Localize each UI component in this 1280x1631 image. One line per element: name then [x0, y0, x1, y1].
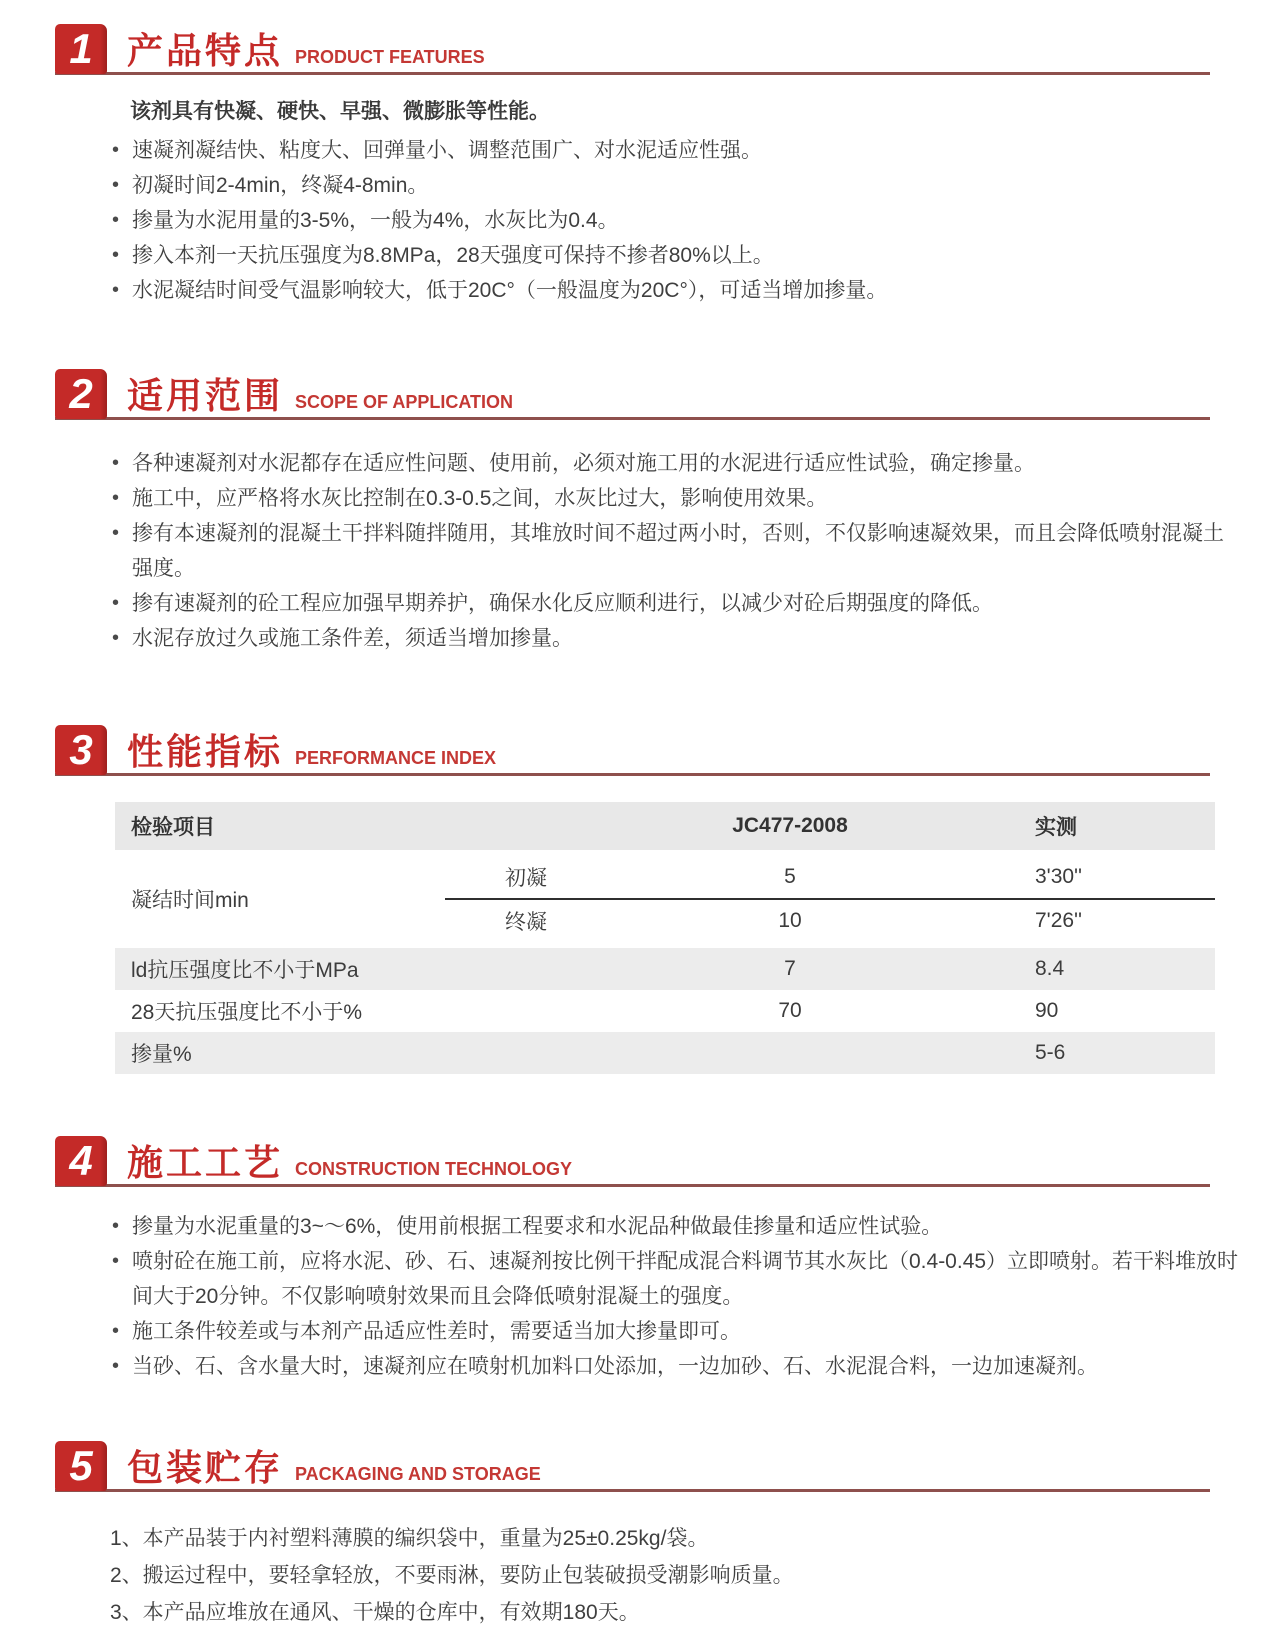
section-title-cn: 性能指标: [127, 731, 284, 772]
section-header: [55, 20, 1210, 75]
section-number-badge: 2: [55, 369, 107, 419]
bullet-item: • 施工中，应严格将水灰比控制在0.3-0.5之间，水灰比过大，影响使用效果。: [110, 481, 1240, 516]
col-header-measured: 实测: [915, 802, 1215, 850]
section-title-cn: 产品特点: [127, 30, 284, 71]
row-label: 28天抗压强度比不小于%: [131, 1001, 363, 1024]
table-row: [115, 1032, 1215, 1074]
standard-value: 5: [665, 856, 915, 899]
section-title-en: PERFORMANCE INDEX: [295, 748, 497, 768]
features-intro: 该剂具有快凝、硬快、早强、微膨胀等性能。: [130, 100, 550, 123]
section-header: [55, 1132, 1210, 1187]
bullet-item: • 当砂、石、含水量大时，速凝剂应在喷射机加料口处添加，一边加砂、石、水泥混合料，一边加速凝剂。: [110, 1349, 1240, 1384]
section-title-en: PACKAGING AND STORAGE: [295, 1464, 541, 1484]
section-number-badge: 3: [55, 725, 107, 775]
table-row: [115, 856, 1215, 899]
bullet-item: • 掺有本速凝剂的混凝土干拌料随拌随用，其堆放时间不超过两小时，否则，不仅影响速凝效果，而且会降低喷射混凝土强度。: [110, 516, 1240, 586]
table-header-row: [115, 802, 1215, 850]
section-product-features: [55, 20, 1240, 308]
section-title-en: SCOPE OF APPLICATION: [295, 392, 514, 412]
section-title-cn: 包装贮存: [127, 1447, 284, 1488]
col-header-standard: JC477-2008: [665, 802, 915, 850]
standard-value: 7: [665, 948, 915, 990]
scope-list: [55, 446, 1240, 656]
bullet-item: • 掺量为水泥用量的3-5%，一般为4%，水灰比为0.4。: [110, 203, 1240, 238]
packaging-list: [55, 1520, 1240, 1631]
section-title-cn: 适用范围: [127, 375, 284, 416]
section-number-badge: 4: [55, 1136, 107, 1186]
numbered-item: 2、搬运过程中，要轻拿轻放，不要雨淋，要防止包装破损受潮影响质量。: [110, 1564, 794, 1587]
bullet-item: • 水泥存放过久或施工条件差，须适当增加掺量。: [110, 621, 1240, 656]
bullet-item: • 掺入本剂一天抗压强度为8.8MPa，28天强度可保持不掺者80%以上。: [110, 238, 1240, 273]
row-label: ld抗压强度比不小于MPa: [115, 948, 445, 990]
standard-value: [665, 1032, 915, 1074]
bullet-item: • 初凝时间2-4min，终凝4-8min。: [110, 168, 1240, 203]
sub-row-label: 初凝: [445, 856, 665, 899]
section-scope-of-application: [55, 365, 1240, 656]
bullet-item: • 掺有速凝剂的砼工程应加强早期养护，确保水化反应顺利进行，以减少对砼后期强度的降低。: [110, 586, 1240, 621]
section-number-badge: 1: [55, 24, 107, 74]
bullet-item: • 各种速凝剂对水泥都存在适应性问题、使用前，必须对施工用的水泥进行适应性试验，确定掺量。: [110, 446, 1240, 481]
section-header: [55, 721, 1210, 776]
construction-list: [55, 1209, 1240, 1384]
measured-value: 8.4: [915, 948, 1215, 990]
measured-value: 90: [1035, 999, 1059, 1022]
row-label: 凝结时间min: [131, 889, 249, 912]
section-construction-technology: [55, 1132, 1240, 1384]
performance-table: [115, 802, 1215, 1074]
table-row: [115, 990, 1215, 1032]
bullet-item: • 喷射砼在施工前，应将水泥、砂、石、速凝剂按比例干拌配成混合料调节其水灰比（0.4-0.45）立即喷射。若干料堆放时间大于20分钟。不仅影响喷射效果而且会降低喷射混凝土的强度。: [110, 1244, 1240, 1314]
section-performance-index: [55, 721, 1240, 1074]
section-header: [55, 1437, 1210, 1492]
section-title-cn: 施工工艺: [127, 1142, 284, 1183]
measured-value: 5-6: [915, 1032, 1215, 1074]
numbered-item: 1、本产品装于内衬塑料薄膜的编织袋中，重量为25±0.25kg/袋。: [110, 1527, 709, 1550]
section-number-badge: 5: [55, 1441, 107, 1491]
section-header: [55, 365, 1210, 420]
section-packaging-storage: [55, 1437, 1240, 1631]
bullet-item: • 施工条件较差或与本剂产品适应性差时，需要适当加大掺量即可。: [110, 1314, 1240, 1349]
col-header-item: 检验项目: [115, 802, 665, 850]
section-title-en: CONSTRUCTION TECHNOLOGY: [295, 1159, 573, 1179]
sub-row-label: 终凝: [505, 911, 547, 934]
numbered-item: 3、本产品应堆放在通风、干燥的仓库中，有效期180天。: [110, 1601, 640, 1624]
standard-value: 10: [778, 909, 802, 932]
bullet-item: • 掺量为水泥重量的3~～6%，使用前根据工程要求和水泥品种做最佳掺量和适应性试验。: [110, 1209, 1240, 1244]
section-title-en: PRODUCT FEATURES: [295, 47, 485, 67]
standard-value: 70: [778, 999, 802, 1022]
measured-value: 3'30'': [915, 856, 1215, 899]
features-list: [55, 133, 1240, 308]
bullet-item: • 速凝剂凝结快、粘度大、回弹量小、调整范围广、对水泥适应性强。: [110, 133, 1240, 168]
table-row: [115, 948, 1215, 990]
bullet-item: • 水泥凝结时间受气温影响较大，低于20C°（一般温度为20C°），可适当增加掺量。: [110, 273, 1240, 308]
measured-value: 7'26'': [1035, 909, 1083, 932]
row-label: 掺量%: [115, 1032, 445, 1074]
